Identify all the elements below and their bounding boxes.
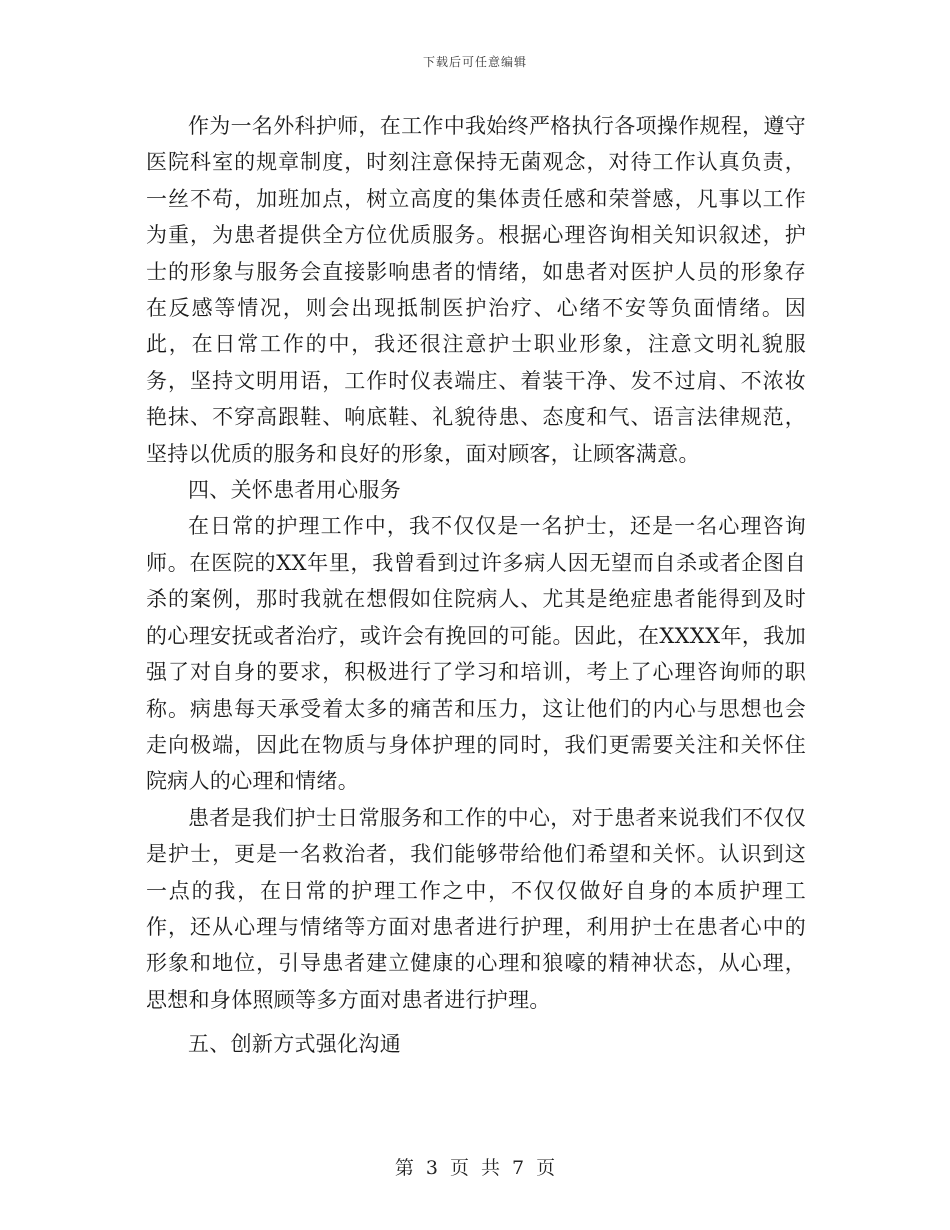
section-heading-5: 五、创新方式强化沟通: [188, 1032, 401, 1057]
paragraph-psychological-care: 在日常的护理工作中，我不仅仅是一名护士，还是一名心理咨询师。在医院的XX年里，我曾看到过许多病人因无望而自杀或者企图自杀的案例，那时我就在想假如住院病人、尤其是绝症患者能得到及时的心理安抚或者治疗，或许会有挽回的可能。因此，在XXXX年，我加强了对自身的要求，积极进行了学习和培训，考上了心理咨询师的职称。病患每天承受着太多的痛苦和压力，这让他们的内心与思想也会走向极端，因此在物质与身体护理的同时，我们更需要关注和关怀住院病人的心理和情绪。: [146, 514, 806, 794]
document-body: [146, 108, 806, 1063]
paragraph-patient-center: 患者是我们护士日常服务和工作的中心，对于患者来说我们不仅仅是护士，更是一名救治者，我们能够带给他们希望和关怀。认识到这一点的我，在日常的护理工作之中，不仅仅做好自身的本质护理工作，还从心理与情绪等方面对患者进行护理，利用护士在患者心中的形象和地位，引导患者建立健康的心理和狼嚎的精神状态，从心理，思想和身体照顾等多方面对患者进行护理。: [146, 805, 806, 1012]
page-footer: 第 3 页 共 7 页: [394, 1157, 556, 1179]
page-header: 下载后可任意编辑: [422, 55, 527, 69]
paragraph-professional-image: 作为一名外科护师，在工作中我始终严格执行各项操作规程，遵守医院科室的规章制度，时刻注意保持无菌观念，对待工作认真负责，一丝不苟，加班加点，树立高度的集体责任感和荣誉感，凡事以工作为重，为患者提供全方位优质服务。根据心理咨询相关知识叙述，护士的形象与服务会直接影响患者的情绪，如患者对医护人员的形象存在反感等情况，则会出现抵制医护治疗、心绪不安等负面情绪。因此，在日常工作的中，我还很注意护士职业形象，注意文明礼貌服务，坚持文明用语，工作时仪表端庄、着装干净、发不过肩、不浓妆艳抹、不穿高跟鞋、响底鞋、礼貌待患、态度和气、语言法律规范，坚持以优质的服务和良好的形象，面对顾客，让顾客满意。: [146, 114, 806, 466]
section-heading-4: 四、关怀患者用心服务: [188, 478, 401, 503]
